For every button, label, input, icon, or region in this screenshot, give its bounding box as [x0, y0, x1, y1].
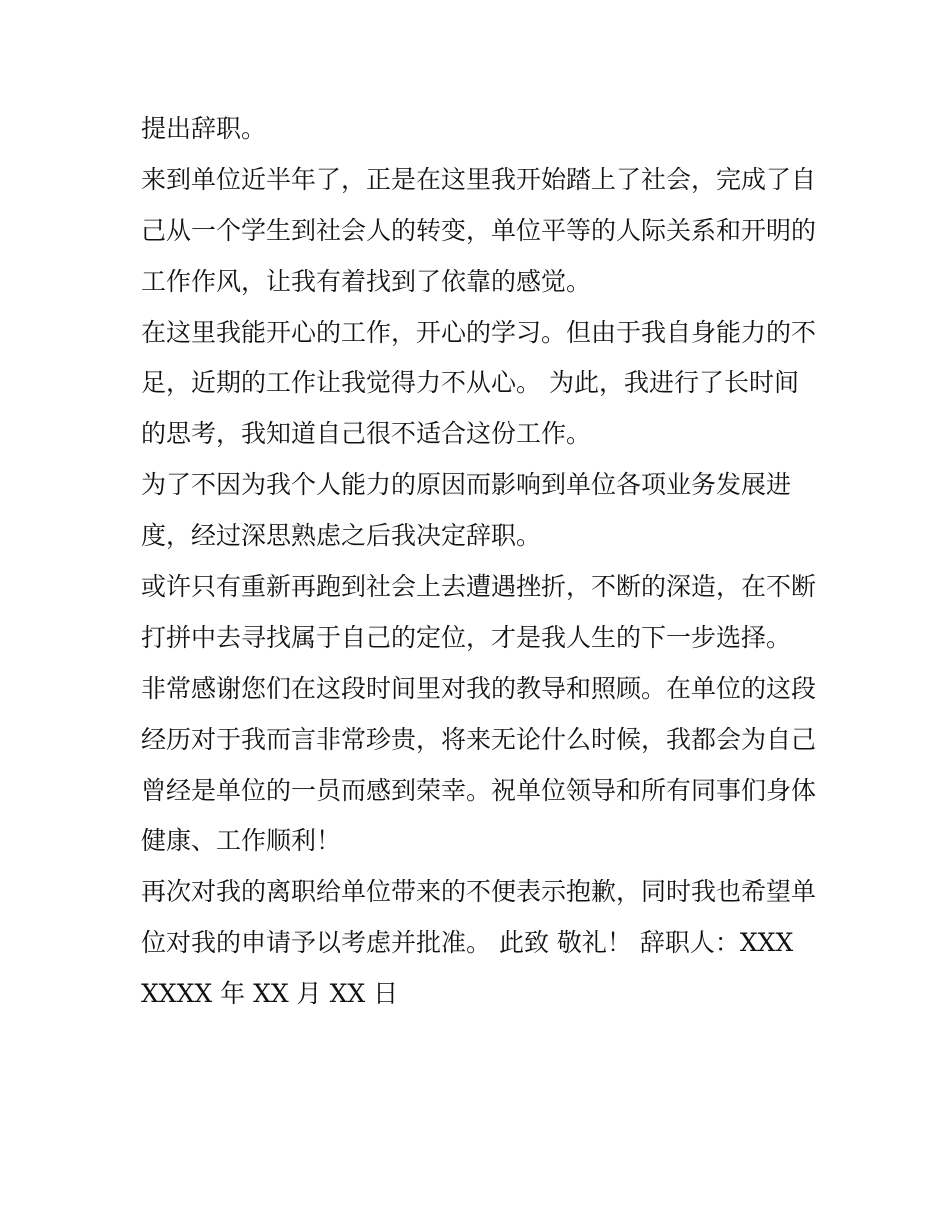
text-line: 足，近期的工作让我觉得力不从心。 为此，我进行了长时间: [141, 368, 799, 398]
text-line: 工作作风，让我有着找到了依靠的感觉。: [141, 266, 592, 296]
text-line: 或许只有重新再跑到社会上去遭遇挫折，不断的深造，在不断: [141, 572, 817, 602]
text-line: 再次对我的离职给单位带来的不便表示抱歉，同时我也希望单: [141, 877, 817, 907]
document-body: [141, 104, 821, 1020]
text-line: 在这里我能开心的工作，开心的学习。但由于我自身能力的不: [141, 317, 817, 347]
text-line: 曾经是单位的一员而感到荣幸。祝单位领导和所有同事们身体: [141, 775, 817, 805]
text-line: 度，经过深思熟虑之后我决定辞职。: [141, 521, 542, 551]
text-line: 来到单位近半年了，正是在这里我开始踏上了社会，完成了自: [141, 164, 817, 194]
text-line: XXXX 年 XX 月 XX 日: [141, 979, 399, 1009]
text-line: 打拼中去寻找属于自己的定位，才是我人生的下一步选择。: [141, 622, 792, 652]
text-line: 的思考，我知道自己很不适合这份工作。: [141, 419, 592, 449]
text-line: 提出辞职。: [141, 114, 267, 143]
text-line: 位对我的申请予以考虑并批准。 此致 敬礼！ 辞职人：XXX: [141, 928, 794, 958]
text-line: 健康、工作顺利！: [141, 826, 342, 856]
text-line: 为了不因为我个人能力的原因而影响到单位各项业务发展进: [141, 470, 792, 500]
text-line: 非常感谢您们在这段时间里对我的教导和照顾。在单位的这段: [141, 673, 817, 703]
text-line: 经历对于我而言非常珍贵，将来无论什么时候，我都会为自己: [141, 724, 817, 754]
text-line: 己从一个学生到社会人的转变，单位平等的人际关系和开明的: [141, 215, 817, 245]
